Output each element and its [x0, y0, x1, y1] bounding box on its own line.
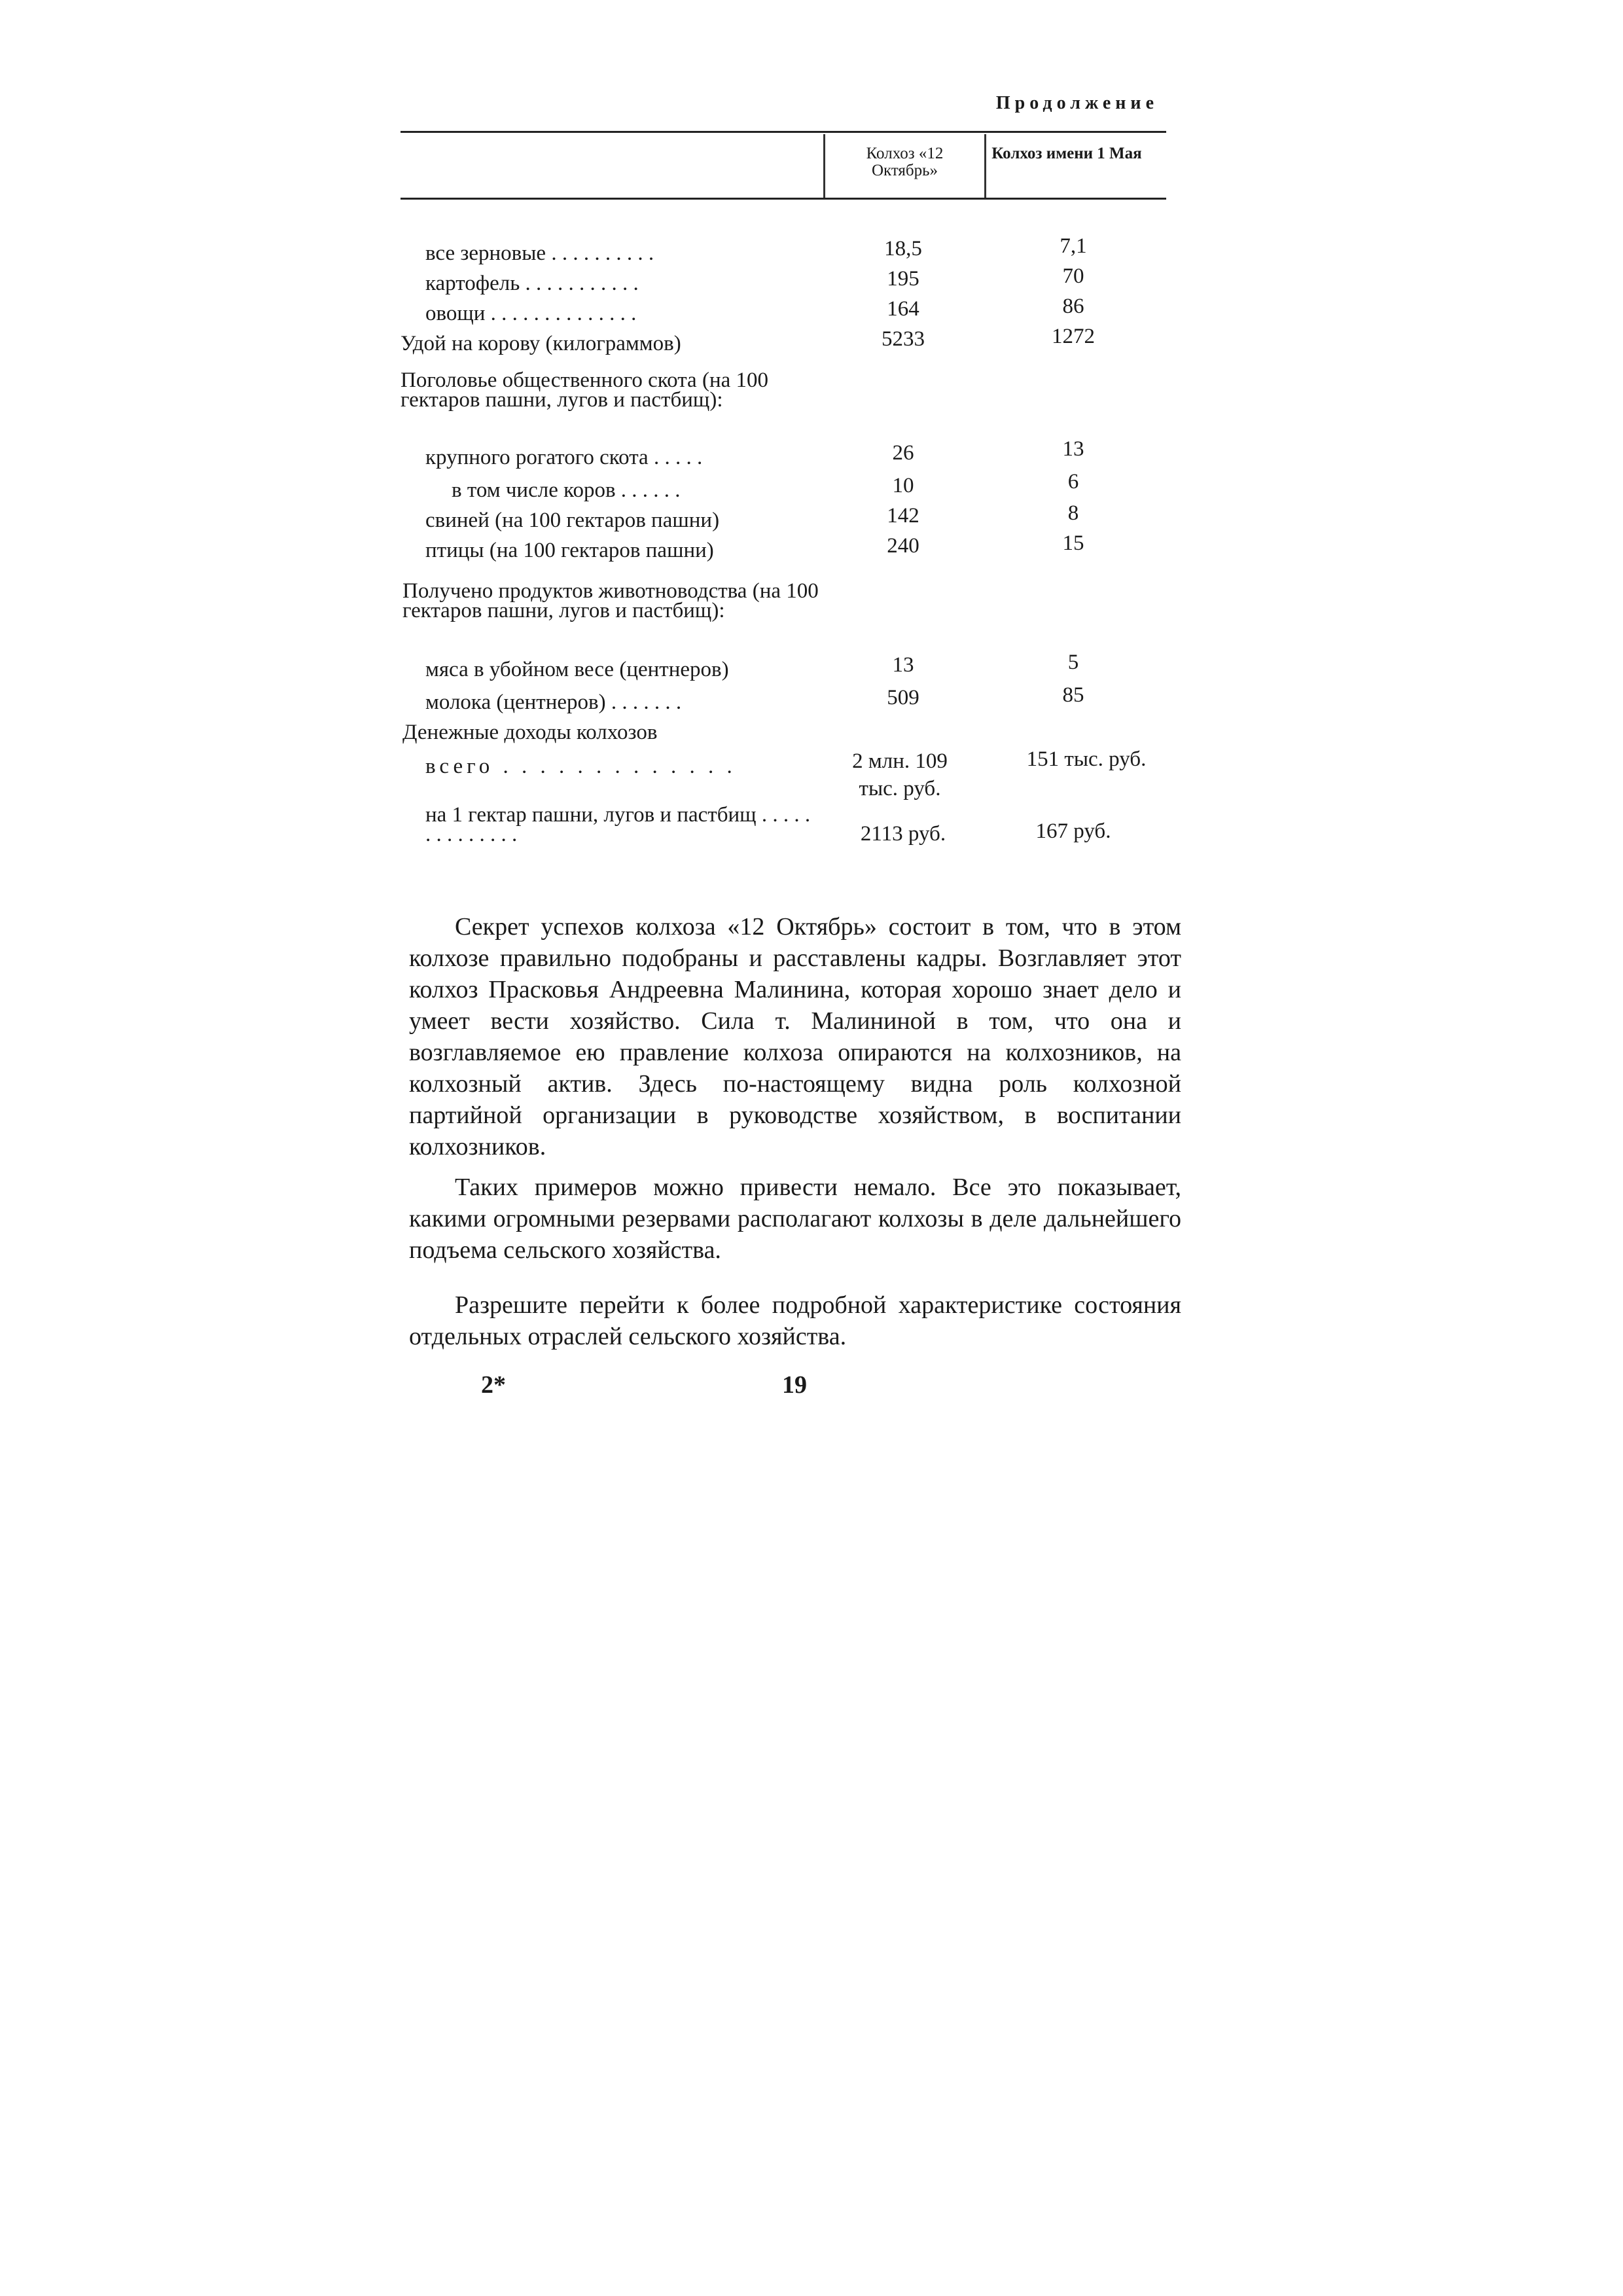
- table-row-label: на 1 гектар пашни, лугов и пастбищ . . . . . . . . . . . . . .: [425, 803, 811, 846]
- table-row-label: овощи . . . . . . . . . . . . . .: [425, 302, 637, 325]
- body-paragraph: Таких примеров можно привести немало. Все это показывает, какими огромными резервами располагают колхозы в деле дальнейшего подъема сельского хозяйства.: [409, 1174, 1181, 1264]
- table-row-label: Удой на корову (килограммов): [401, 332, 681, 355]
- table-row-label: крупного рогатого скота . . . . .: [425, 446, 703, 469]
- table-section-label: Получено продуктов животноводства (на 100 гектаров пашни, лугов и пастбищ):: [402, 579, 819, 622]
- table-cell: 2113 руб.: [860, 822, 946, 846]
- table-cell: 5233: [882, 327, 925, 351]
- column-header-1-maya: Колхоз имени 1 Мая: [991, 145, 1142, 162]
- table-cell: 86: [1062, 295, 1084, 318]
- signature-mark: 2*: [481, 1371, 506, 1399]
- table-row-label: в том числе коров . . . . . .: [452, 478, 681, 502]
- table-row-label: всего . . . . . . . . . . . . .: [425, 755, 736, 778]
- table-cell: 70: [1062, 264, 1084, 288]
- table-row-label: все зерновые . . . . . . . . . .: [425, 242, 654, 265]
- body-paragraph: Секрет успехов колхоза «12 Октябрь» состоит в том, что в этом колхозе правильно подобраны и расставлены кадры. Возглавляет этот колхоз Прасковья Андреевна Малинина, которая хорошо знает дело и умеет вести хозяйство. Сила т. Малининой в том, что она и возглавляемое ею правление колхоза опираются на колхозников, на колхозный актив. Здесь по-настоящему видна роль колхозной партийной организации в руководстве хозяйством, в воспитании колхозников.: [409, 913, 1181, 1160]
- column-header-12-oktyabr: Колхоз «12 Октябрь»: [866, 145, 944, 179]
- page-number: 19: [782, 1371, 807, 1399]
- table-cell: 5: [1067, 651, 1079, 674]
- body-paragraph: Разрешите перейти к более подробной характеристике состояния отдельных отраслей сельского хозяйства.: [409, 1291, 1181, 1350]
- table-cell: 240: [887, 534, 919, 558]
- table-cell: 13: [892, 653, 914, 677]
- table-top-rule: [401, 131, 1166, 133]
- table-section-label: Поголовье общественного скота (на 100 гектаров пашни, лугов и пастбищ):: [401, 368, 768, 412]
- table-cell: 10: [892, 474, 914, 497]
- table-row-label: картофель . . . . . . . . . . .: [425, 272, 639, 295]
- table-cell: 151 тыс. руб.: [1026, 747, 1147, 771]
- table-cell: 509: [887, 686, 919, 709]
- table-cell: 7,1: [1060, 234, 1087, 258]
- table-row-label: птицы (на 100 гектаров пашни): [425, 539, 714, 562]
- table-section-label: Денежные доходы колхозов: [402, 721, 658, 744]
- table-cell: 1272: [1052, 325, 1095, 348]
- table-cell: 15: [1062, 531, 1084, 555]
- continuation-label: Продолжение: [995, 93, 1158, 113]
- column-divider-left: [823, 134, 825, 200]
- table-row-label: молока (центнеров) . . . . . . .: [425, 691, 682, 714]
- table-cell: 164: [887, 297, 919, 321]
- table-row-label: мяса в убойном весе (центнеров): [425, 658, 729, 681]
- table-cell: 2 млн. 109 тыс. руб.: [852, 749, 948, 800]
- table-cell: 8: [1067, 501, 1079, 525]
- table-cell: 142: [887, 504, 919, 528]
- table-row-label: свиней (на 100 гектаров пашни): [425, 509, 720, 532]
- table-cell: 167 руб.: [1035, 819, 1111, 843]
- table-cell: 18,5: [884, 237, 922, 260]
- table-cell: 6: [1067, 470, 1079, 493]
- table-cell: 26: [892, 441, 914, 465]
- table-cell: 13: [1062, 437, 1084, 461]
- table-cell: 85: [1062, 683, 1084, 707]
- table-cell: 195: [887, 267, 919, 291]
- table-header-rule: [401, 198, 1166, 200]
- column-divider-right: [984, 134, 986, 200]
